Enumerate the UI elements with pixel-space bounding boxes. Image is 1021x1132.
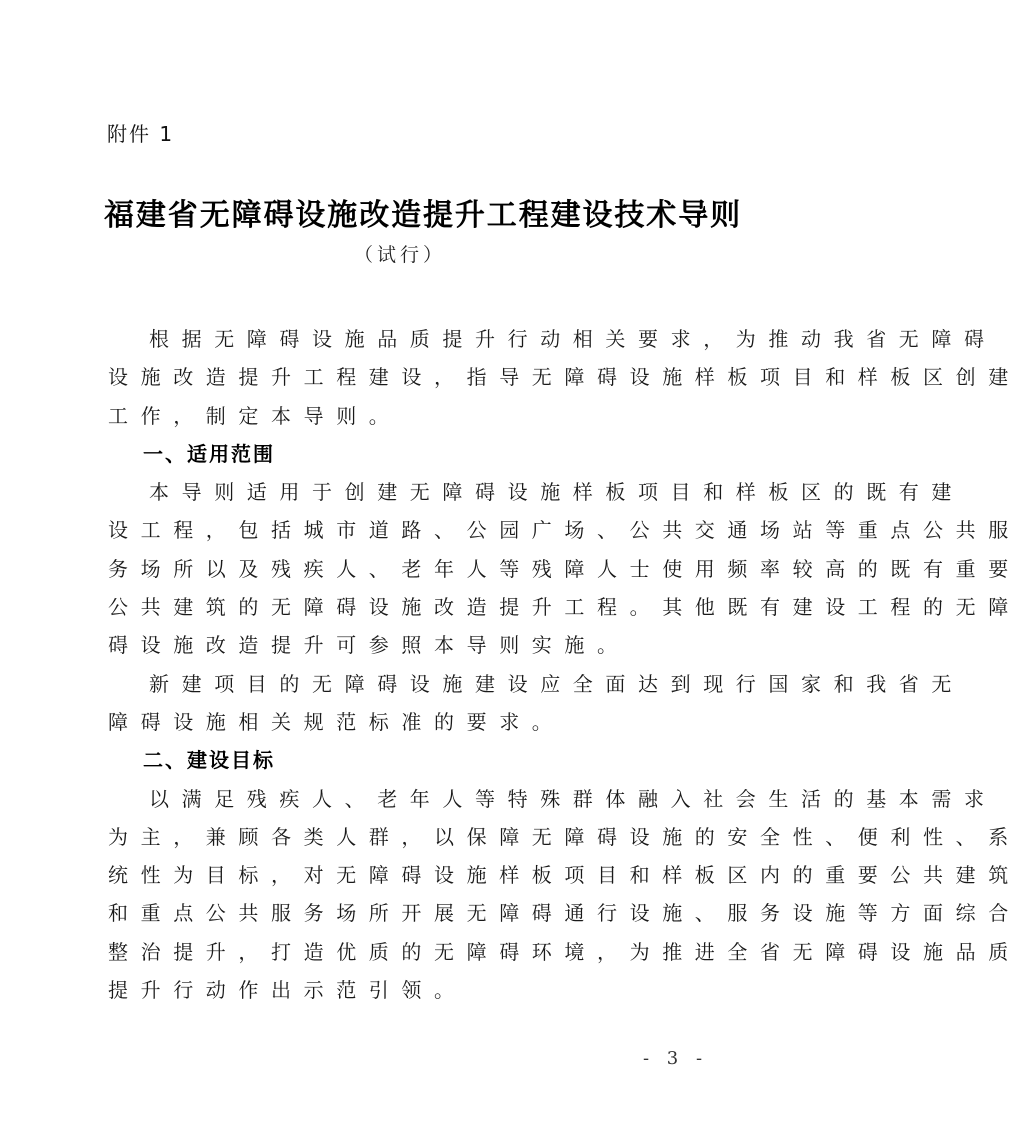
attachment-label: 附件 1 [107,122,175,146]
paragraph-scope-line-3: 务场所以及残疾人、老年人等残障人士使用频率较高的既有重要 [108,556,1021,581]
section-heading-scope: 一、适用范围 [143,441,275,466]
paragraph-newbuild-line-1: 新建项目的无障碍设施建设应全面达到现行国家和我省无 [149,671,964,696]
paragraph-scope-line-4: 公共建筑的无障碍设施改造提升工程。其他既有建设工程的无障 [108,595,1021,620]
paragraph-goals-line-4: 和重点公共服务场所开展无障碍通行设施、服务设施等方面综合 [108,901,1021,926]
paragraph-goals-line-2: 为主，兼顾各类人群，以保障无障碍设施的安全性、便利性、系 [108,824,1021,849]
paragraph-scope-line-2: 设工程，包括城市道路、公园广场、公共交通场站等重点公共服 [108,518,1021,543]
paragraph-scope-line-1: 本导则适用于创建无障碍设施样板项目和样板区的既有建 [149,480,964,505]
document-body [108,320,1021,1009]
document-subtitle: （试行） [353,244,446,266]
paragraph-intro-line-1: 根据无障碍设施品质提升行动相关要求，为推动我省无障碍 [149,327,997,351]
paragraph-intro-line-3: 工作，制定本导则。 [108,403,402,428]
paragraph-goals-line-1: 以满足残疾人、老年人等特殊群体融入社会生活的基本需求 [149,786,997,811]
paragraph-intro-line-2: 设施改造提升工程建设，指导无障碍设施样板项目和样板区创建 [108,365,1021,390]
paragraph-newbuild-line-2: 障碍设施相关规范标准的要求。 [108,709,565,734]
paragraph-scope-line-5: 碍设施改造提升可参照本导则实施。 [108,633,630,658]
document-title: 福建省无障碍设施改造提升工程建设技术导则 [104,198,742,233]
section-heading-goals: 二、建设目标 [143,748,275,773]
paragraph-goals-line-6: 提升行动作出示范引领。 [108,978,467,1003]
page-number: - 3 - [643,1048,709,1069]
paragraph-goals-line-3: 统性为目标，对无障碍设施样板项目和样板区内的重要公共建筑 [108,863,1021,888]
paragraph-goals-line-5: 整治提升，打造优质的无障碍环境，为推进全省无障碍设施品质 [108,939,1021,964]
